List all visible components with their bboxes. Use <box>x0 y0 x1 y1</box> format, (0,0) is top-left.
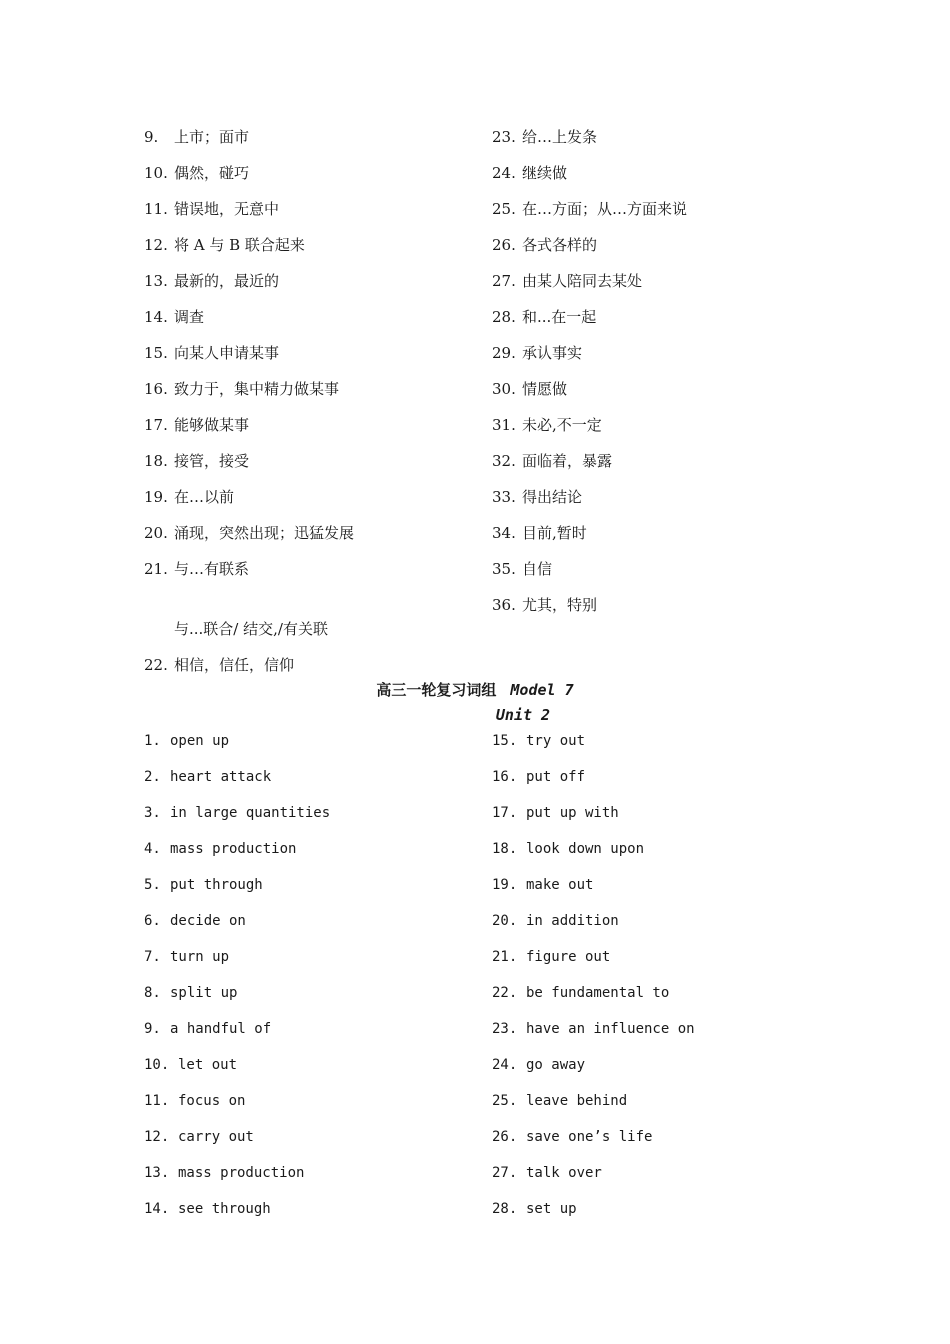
item-text: 将 A 与 B 联合起来 <box>174 236 305 254</box>
item-text: leave behind <box>526 1093 628 1109</box>
list-item <box>492 947 695 983</box>
item-number: 28. <box>492 1201 518 1217</box>
item-text: 在…以前 <box>174 488 235 506</box>
list-item <box>144 1091 330 1127</box>
list-item <box>144 731 330 767</box>
item-number: 25. <box>492 200 516 218</box>
item-text: mass production <box>170 841 297 857</box>
item-number: 20. <box>492 913 518 929</box>
list-item <box>144 875 330 911</box>
item-text: in large quantities <box>170 805 331 821</box>
item-text: put off <box>526 769 586 785</box>
item-number: 18. <box>144 452 168 470</box>
list-item <box>144 767 330 803</box>
item-text: let out <box>178 1057 238 1073</box>
item-number: 27. <box>492 1165 518 1181</box>
item-number: 21. <box>144 560 168 578</box>
english-phrase-list-left <box>144 731 330 1235</box>
item-number: 19. <box>492 877 518 893</box>
item-text: a handful of <box>170 1021 272 1037</box>
chinese-phrase-list-left <box>144 127 354 595</box>
list-item <box>144 1055 330 1091</box>
item-text: 在…方面；从…方面来说 <box>522 200 688 218</box>
item-text: mass production <box>178 1165 305 1181</box>
section-title-text: 高三一轮复习词组 <box>376 681 497 699</box>
list-item <box>492 523 687 559</box>
list-item <box>492 127 687 163</box>
list-item <box>144 1019 330 1055</box>
item-number: 2. <box>144 769 161 785</box>
item-number: 11. <box>144 1093 170 1109</box>
list-item <box>144 559 354 595</box>
item-number: 23. <box>492 128 516 146</box>
list-item <box>492 343 687 379</box>
list-item <box>492 1019 695 1055</box>
item-number: 26. <box>492 1129 518 1145</box>
item-number: 16. <box>144 380 168 398</box>
item-text: put through <box>170 877 263 893</box>
item-number: 13. <box>144 1165 170 1181</box>
list-item <box>144 655 294 675</box>
item-number: 13. <box>144 272 168 290</box>
item-number: 4. <box>144 841 161 857</box>
item-number: 15. <box>144 344 168 362</box>
item-number: 7. <box>144 949 161 965</box>
item-number: 17. <box>492 805 518 821</box>
item-text: 自信 <box>522 560 553 578</box>
list-item <box>144 523 354 559</box>
item-text: 给…上发条 <box>522 128 598 146</box>
list-item <box>144 911 330 947</box>
section-model: Model 7 <box>510 681 574 699</box>
list-item <box>144 163 354 199</box>
item-text: 错误地，无意中 <box>174 200 280 218</box>
item-number: 11. <box>144 200 168 218</box>
item-text: 和...在一起 <box>522 308 597 326</box>
item-text: 得出结论 <box>522 488 583 506</box>
item-text: figure out <box>526 949 611 965</box>
list-item <box>492 731 695 767</box>
list-item <box>144 307 354 343</box>
item-number: 5. <box>144 877 161 893</box>
item-text: be fundamental to <box>526 985 670 1001</box>
list-item <box>144 803 330 839</box>
english-phrase-list-right <box>492 731 695 1235</box>
item-number: 25. <box>492 1093 518 1109</box>
item-text: 上市；面市 <box>174 128 250 146</box>
list-item <box>492 379 687 415</box>
item-number: 10. <box>144 164 168 182</box>
item-text: 最新的，最近的 <box>174 272 280 290</box>
list-item <box>492 415 687 451</box>
item-text: 致力于，集中精力做某事 <box>174 380 340 398</box>
list-item <box>492 451 687 487</box>
item-text: 未必,不一定 <box>522 416 602 434</box>
item-number: 1. <box>144 733 161 749</box>
item-text: in addition <box>526 913 619 929</box>
item-text: 目前,暂时 <box>522 524 587 542</box>
item-number: 15. <box>492 733 518 749</box>
item-text: make out <box>526 877 594 893</box>
item-number: 16. <box>492 769 518 785</box>
item-text: 向某人申请某事 <box>174 344 280 362</box>
item-text: heart attack <box>170 769 272 785</box>
item-number: 14. <box>144 1201 170 1217</box>
item-number: 30. <box>492 380 516 398</box>
item-text: split up <box>170 985 238 1001</box>
item-text: 能够做某事 <box>174 416 250 434</box>
item-text: have an influence on <box>526 1021 695 1037</box>
item-number: 6. <box>144 913 161 929</box>
list-item <box>492 875 695 911</box>
item-text: 由某人陪同去某处 <box>522 272 643 290</box>
item-text: save one’s life <box>526 1129 653 1145</box>
item-text: set up <box>526 1201 577 1217</box>
list-item <box>492 1127 695 1163</box>
list-item <box>144 947 330 983</box>
item-text: put up with <box>526 805 619 821</box>
list-item <box>492 235 687 271</box>
item-number: 29. <box>492 344 516 362</box>
item-number: 21. <box>492 949 518 965</box>
list-item <box>492 1055 695 1091</box>
list-item <box>144 379 354 415</box>
item-text: 涌现，突然出现；迅猛发展 <box>174 524 355 542</box>
list-item <box>492 1199 695 1235</box>
list-item <box>144 199 354 235</box>
item-text: go away <box>526 1057 586 1073</box>
item-number: 17. <box>144 416 168 434</box>
item-text: decide on <box>170 913 246 929</box>
item-number: 12. <box>144 1129 170 1145</box>
item-number: 35. <box>492 560 516 578</box>
item-21-continuation: 与...联合/ 结交,/有关联 <box>174 620 328 638</box>
item-number: 32. <box>492 452 516 470</box>
list-item <box>144 343 354 379</box>
item-text: 情愿做 <box>522 380 568 398</box>
item-text: 承认事实 <box>522 344 583 362</box>
item-number: 19. <box>144 488 168 506</box>
list-item <box>144 1127 330 1163</box>
item-text: 接管，接受 <box>174 452 250 470</box>
item-text: try out <box>526 733 586 749</box>
item-number: 12. <box>144 236 168 254</box>
list-item <box>492 767 695 803</box>
item-number: 33. <box>492 488 516 506</box>
list-item <box>144 271 354 307</box>
list-item <box>144 127 354 163</box>
item-text: 相信，信任，信仰 <box>174 656 295 674</box>
list-item <box>492 271 687 307</box>
list-item <box>492 839 695 875</box>
item-number: 23. <box>492 1021 518 1037</box>
list-item <box>144 451 354 487</box>
list-item <box>144 487 354 523</box>
item-text: 面临着，暴露 <box>522 452 613 470</box>
item-text: focus on <box>178 1093 246 1109</box>
list-item <box>144 415 354 451</box>
list-item <box>492 983 695 1019</box>
item-text: 继续做 <box>522 164 568 182</box>
item-number: 14. <box>144 308 168 326</box>
item-number: 10. <box>144 1057 170 1073</box>
item-number: 28. <box>492 308 516 326</box>
item-text: look down upon <box>526 841 645 857</box>
item-number: 3. <box>144 805 161 821</box>
list-item <box>492 307 687 343</box>
item-text: 与…有联系 <box>174 560 250 578</box>
item-number: 27. <box>492 272 516 290</box>
item-text: 偶然，碰巧 <box>174 164 250 182</box>
list-item <box>144 1199 330 1235</box>
list-item <box>492 199 687 235</box>
list-item <box>492 163 687 199</box>
item-number: 22. <box>144 656 168 674</box>
section-title <box>0 680 950 700</box>
item-number: 24. <box>492 1057 518 1073</box>
item-number: 9. <box>144 1021 161 1037</box>
item-number: 24. <box>492 164 516 182</box>
list-item <box>492 1091 695 1127</box>
item-number: 8. <box>144 985 161 1001</box>
list-item <box>492 559 687 595</box>
list-item <box>144 983 330 1019</box>
chinese-phrase-list-right <box>492 127 687 631</box>
list-item <box>492 911 695 947</box>
item-text: 尤其，特别 <box>522 596 598 614</box>
item-number: 26. <box>492 236 516 254</box>
item-number: 34. <box>492 524 516 542</box>
item-number: 22. <box>492 985 518 1001</box>
item-number: 20. <box>144 524 168 542</box>
list-item <box>492 803 695 839</box>
item-text: 各式各样的 <box>522 236 598 254</box>
item-number: 18. <box>492 841 518 857</box>
item-text: talk over <box>526 1165 602 1181</box>
item-text: 调查 <box>174 308 205 326</box>
list-item <box>492 595 687 631</box>
item-text: carry out <box>178 1129 254 1145</box>
list-item <box>144 235 354 271</box>
item-text: turn up <box>170 949 230 965</box>
list-item <box>144 839 330 875</box>
list-item <box>492 487 687 523</box>
item-text: see through <box>178 1201 271 1217</box>
list-item <box>492 1163 695 1199</box>
list-item <box>144 1163 330 1199</box>
item-number: 31. <box>492 416 516 434</box>
item-text: open up <box>170 733 230 749</box>
item-number: 9. <box>144 128 159 146</box>
item-number: 36. <box>492 596 516 614</box>
section-unit: Unit 2 <box>495 706 551 724</box>
